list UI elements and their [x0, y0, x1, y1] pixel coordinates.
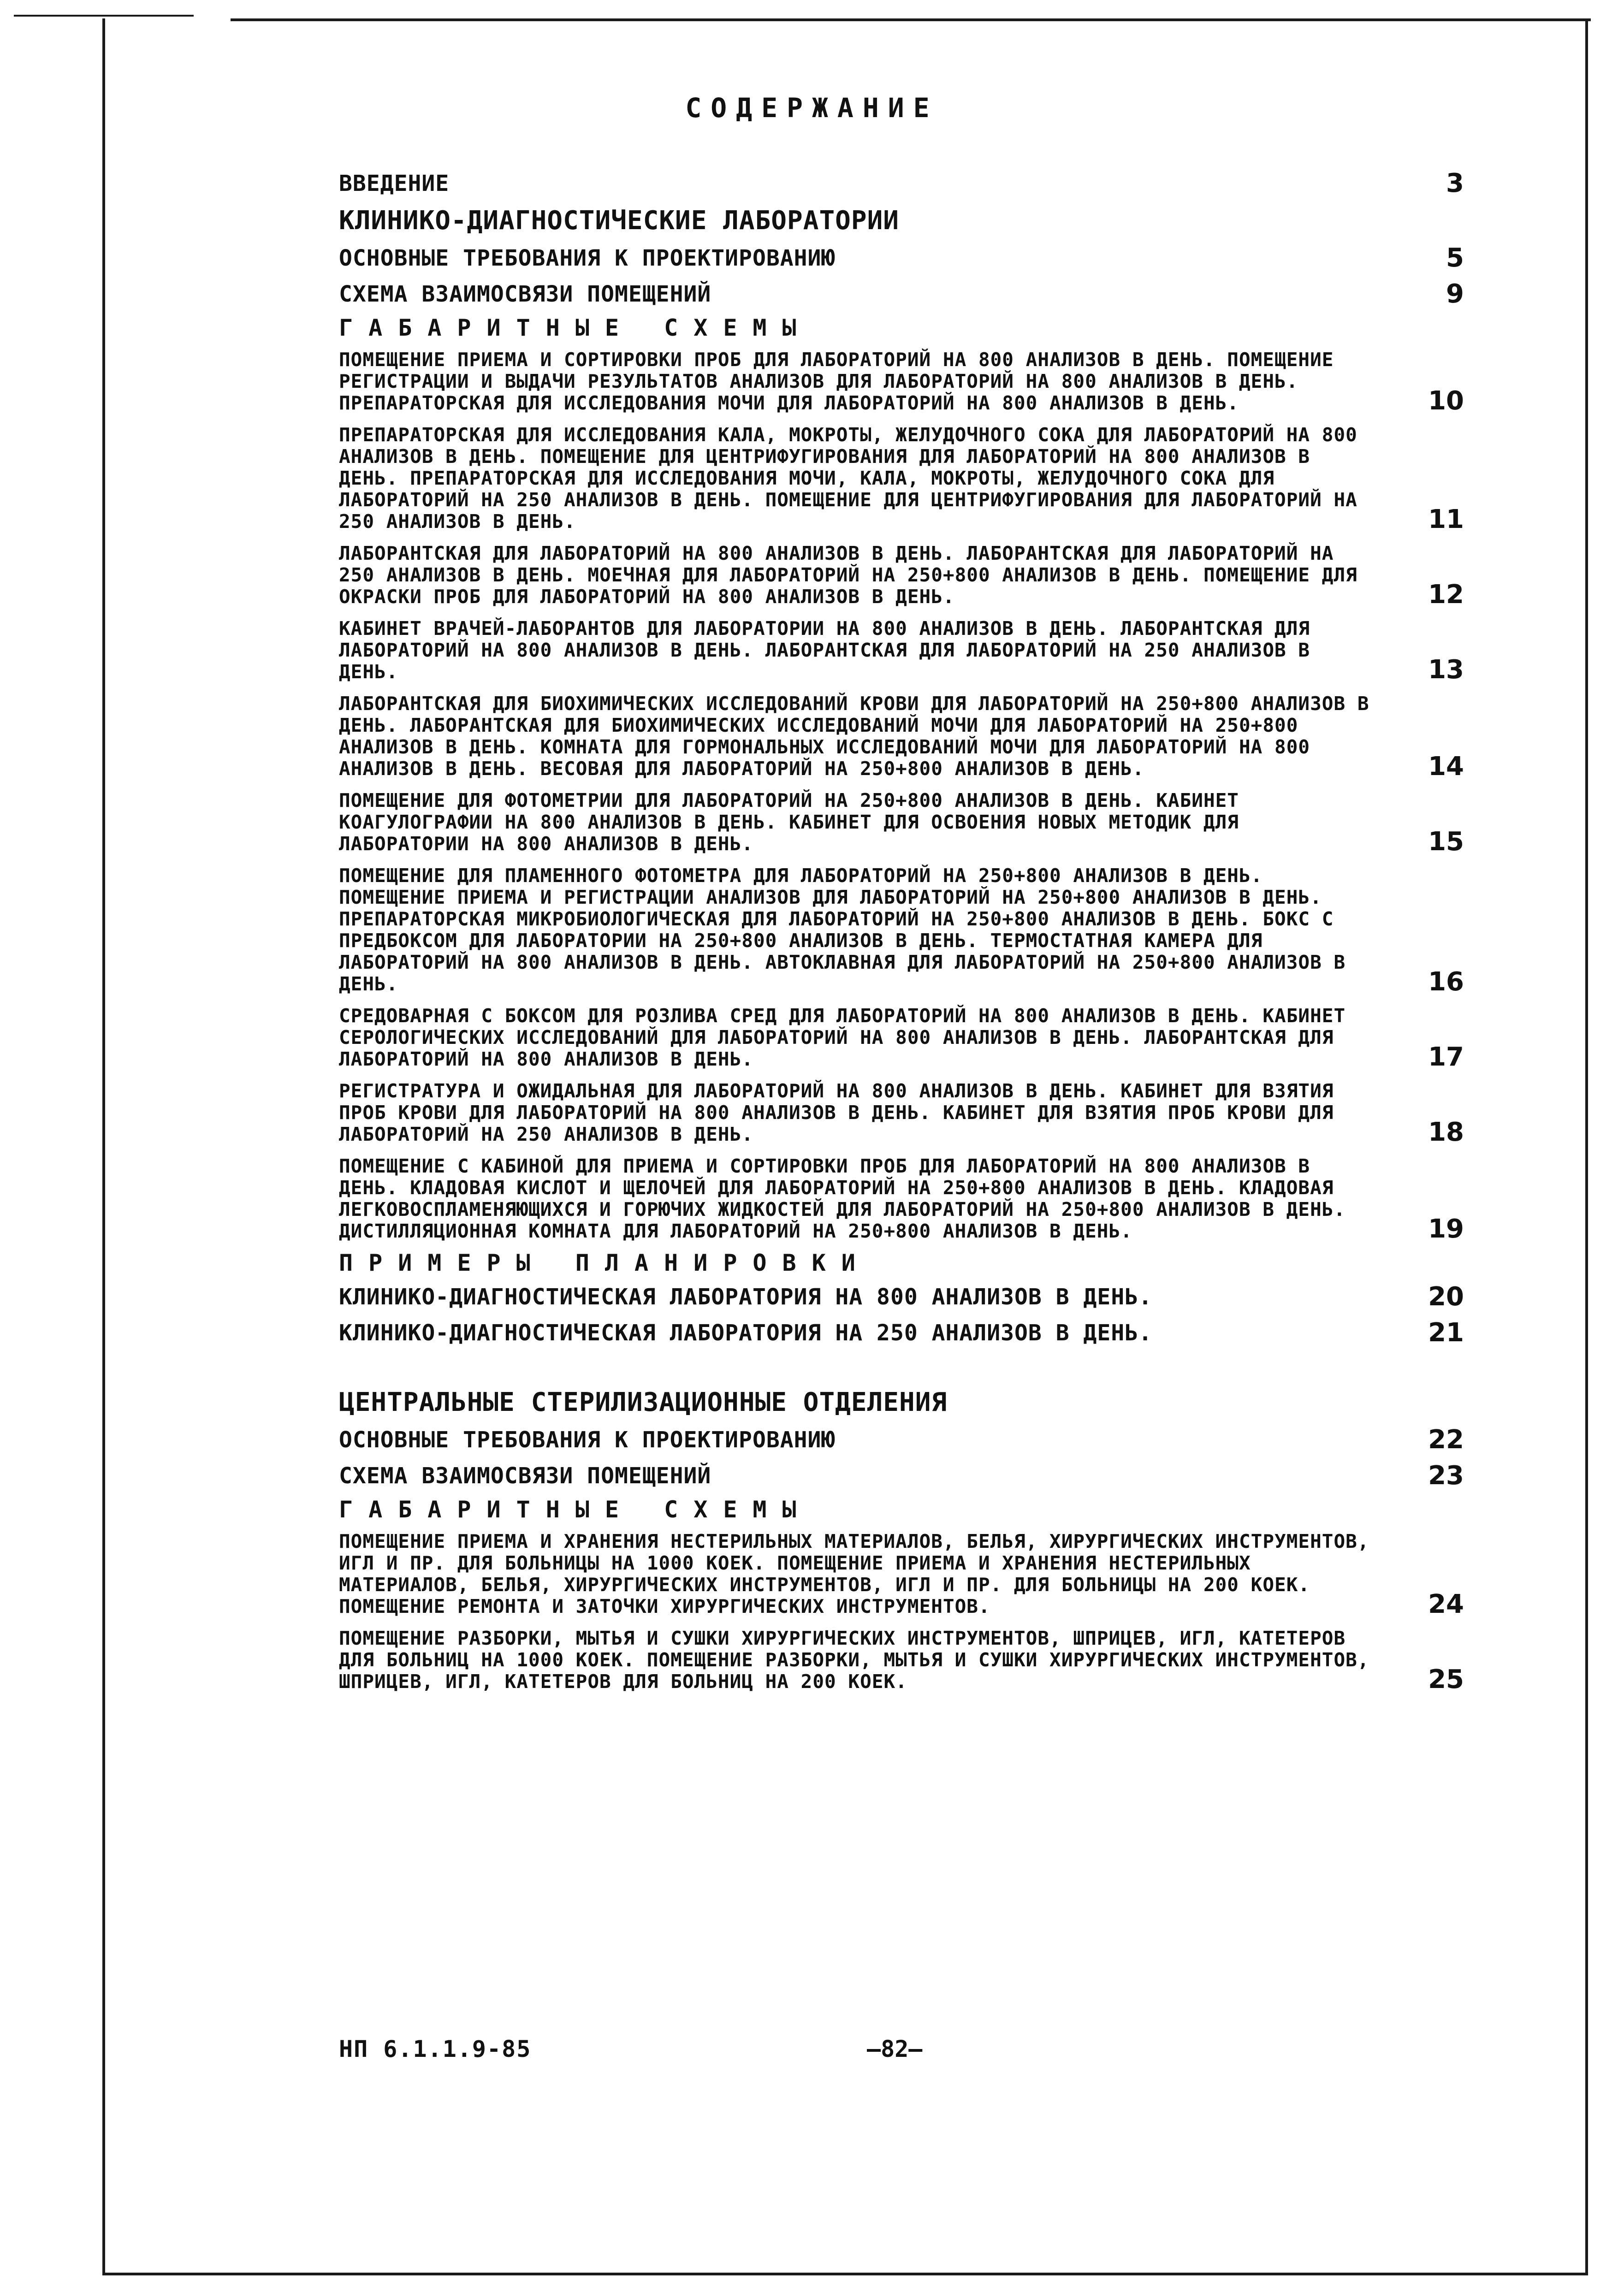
toc-page-number: 12	[1428, 580, 1464, 610]
toc-page-number: 16	[1428, 967, 1464, 997]
toc-entry-lab-item	[339, 865, 1464, 997]
toc-entry-text: СХЕМА ВЗАИМОСВЯЗИ ПОМЕЩЕНИЙ	[339, 281, 711, 307]
subheading-text: ГАБАРИТНЫЕ СХЕМЫ	[339, 1496, 812, 1523]
section-gap	[339, 1356, 1436, 1388]
toc-entry-steril-item	[339, 1627, 1464, 1694]
toc-page-number: 11	[1428, 504, 1464, 534]
toc-entry-lab-item	[339, 542, 1464, 610]
toc-entry-text: ПОМЕЩЕНИЕ С КАБИНОЙ ДЛЯ ПРИЕМА И СОРТИРОВКИ ПРОБ ДЛЯ ЛАБОРАТОРИЙ НА 800 АНАЛИЗОВ В ДЕНЬ. КЛАДОВАЯ КИСЛОТ И ЩЕЛОЧЕЙ ДЛЯ ЛАБОРАТОРИЙ НА 250+800 АНАЛИЗОВ В ДЕНЬ. КЛАДОВАЯ ЛЕГКОВОСПЛАМЕНЯЮЩИХСЯ И ГОРЮЧИХ ЖИДКОСТЕЙ ДЛЯ ЛАБОРАТОРИЙ НА 250+800 АНАЛИЗОВ В ДЕНЬ. ДИСТИЛЛЯЦИОННАЯ КОМНАТА ДЛЯ ЛАБОРАТОРИЙ НА 250+800 АНАЛИЗОВ В ДЕНЬ.	[339, 1155, 1346, 1242]
toc-page-number: 14	[1428, 752, 1464, 782]
toc-page-number: 25	[1428, 1664, 1464, 1694]
toc-entry-steril-scheme	[339, 1461, 1464, 1491]
toc-entry-lab-item	[339, 1080, 1464, 1147]
toc-page-number: 23	[1428, 1461, 1464, 1491]
toc-page-number: 18	[1428, 1117, 1464, 1147]
toc-entry-text: ПРЕПАРАТОРСКАЯ ДЛЯ ИССЛЕДОВАНИЯ КАЛА, МОКРОТЫ, ЖЕЛУДОЧНОГО СОКА ДЛЯ ЛАБОРАТОРИЙ НА 800 АНАЛИЗОВ В ДЕНЬ. ПОМЕЩЕНИЕ ДЛЯ ЦЕНТРИФУГИРОВАНИЯ ДЛЯ ЛАБОРАТОРИЙ НА 800 АНАЛИЗОВ В ДЕНЬ. ПРЕПАРАТОРСКАЯ ДЛЯ ИССЛЕДОВАНИЯ МОЧИ, КАЛА, МОКРОТЫ, ЖЕЛУДОЧНОГО СОКА ДЛЯ ЛАБОРАТОРИЙ НА 250 АНАЛИЗОВ В ДЕНЬ. ПОМЕЩЕНИЕ ДЛЯ ЦЕНТРИФУГИРОВАНИЯ ДЛЯ ЛАБОРАТОРИЙ НА 250 АНАЛИЗОВ В ДЕНЬ.	[339, 424, 1357, 533]
toc-entry-lab-item	[339, 424, 1464, 534]
toc-page-number: 15	[1428, 827, 1464, 857]
toc-entry-lab-scheme	[339, 279, 1464, 309]
subheading-lab-examples	[339, 1252, 1436, 1274]
toc-page-number: 3	[1446, 168, 1464, 198]
toc-entry-steril-requirements	[339, 1425, 1464, 1455]
toc-entry-text: КЛИНИКО-ДИАГНОСТИЧЕСКАЯ ЛАБОРАТОРИЯ НА 800 АНАЛИЗОВ В ДЕНЬ.	[339, 1284, 1153, 1310]
toc-entry-lab-example	[339, 1282, 1464, 1312]
toc-page-number: 13	[1428, 655, 1464, 685]
toc-page-number: 19	[1428, 1214, 1464, 1244]
toc-entry-text: ПОМЕЩЕНИЕ ПРИЕМА И СОРТИРОВКИ ПРОБ ДЛЯ ЛАБОРАТОРИЙ НА 800 АНАЛИЗОВ В ДЕНЬ. ПОМЕЩЕНИЕ РЕГИСТРАЦИИ И ВЫДАЧИ РЕЗУЛЬТАТОВ АНАЛИЗОВ ДЛЯ ЛАБОРАТОРИЙ НА 800 АНАЛИЗОВ В ДЕНЬ. ПРЕПАРАТОРСКАЯ ДЛЯ ИССЛЕДОВАНИЯ МОЧИ ДЛЯ ЛАБОРАТОРИЙ НА 800 АНАЛИЗОВ В ДЕНЬ.	[339, 349, 1334, 414]
toc-entry-lab-item	[339, 617, 1464, 685]
toc-entry-steril-item	[339, 1530, 1464, 1619]
subheading-lab-dimensions	[339, 314, 1436, 341]
toc-page-number: 5	[1446, 243, 1464, 273]
toc-entry-lab-requirements	[339, 243, 1464, 273]
subheading-text: ГАБАРИТНЫЕ СХЕМЫ	[339, 314, 812, 341]
toc-entry-text: ВВЕДЕНИЕ	[339, 171, 450, 196]
toc-entry-text: ОСНОВНЫЕ ТРЕБОВАНИЯ К ПРОЕКТИРОВАНИЮ	[339, 245, 836, 271]
toc-entry-text: ПОМЕЩЕНИЕ РАЗБОРКИ, МЫТЬЯ И СУШКИ ХИРУРГИЧЕСКИХ ИНСТРУМЕНТОВ, ШПРИЦЕВ, ИГЛ, КАТЕТЕРОВ ДЛЯ БОЛЬНИЦ НА 1000 КОЕК. ПОМЕЩЕНИЕ РАЗБОРКИ, МЫТЬЯ И СУШКИ ХИРУРГИЧЕСКИХ ИНСТРУМЕНТОВ, ШПРИЦЕВ, ИГЛ, КАТЕТЕРОВ ДЛЯ БОЛЬНИЦ НА 200 КОЕК.	[339, 1627, 1369, 1693]
toc-entry-text: ПОМЕЩЕНИЕ ДЛЯ ПЛАМЕННОГО ФОТОМЕТРА ДЛЯ ЛАБОРАТОРИЙ НА 250+800 АНАЛИЗОВ В ДЕНЬ. ПОМЕЩЕНИЕ ПРИЕМА И РЕГИСТРАЦИИ АНАЛИЗОВ ДЛЯ ЛАБОРАТОРИЙ НА 250+800 АНАЛИЗОВ В ДЕНЬ. ПРЕПАРАТОРСКАЯ МИКРОБИОЛОГИЧЕСКАЯ ДЛЯ ЛАБОРАТОРИЙ НА 250+800 АНАЛИЗОВ В ДЕНЬ. БОКС С ПРЕДБОКСОМ ДЛЯ ЛАБОРАТОРИИ НА 250+800 АНАЛИЗОВ В ДЕНЬ. ТЕРМОСТАТНАЯ КАМЕРА ДЛЯ ЛАБОРАТОРИЙ НА 800 АНАЛИЗОВ В ДЕНЬ. АВТОКЛАВНАЯ ДЛЯ ЛАБОРАТОРИЙ НА 250+800 АНАЛИЗОВ В ДЕНЬ.	[339, 865, 1346, 995]
document-code: НП 6.1.1.9-85	[339, 2036, 532, 2062]
toc-entry-text: РЕГИСТРАТУРА И ОЖИДАЛЬНАЯ ДЛЯ ЛАБОРАТОРИЙ НА 800 АНАЛИЗОВ В ДЕНЬ. КАБИНЕТ ДЛЯ ВЗЯТИЯ ПРОБ КРОВИ ДЛЯ ЛАБОРАТОРИЙ НА 800 АНАЛИЗОВ В ДЕНЬ. КАБИНЕТ ДЛЯ ВЗЯТИЯ ПРОБ КРОВИ ДЛЯ ЛАБОРАТОРИЙ НА 250 АНАЛИЗОВ В ДЕНЬ.	[339, 1080, 1334, 1145]
toc-entry-text: ЛАБОРАНТСКАЯ ДЛЯ ЛАБОРАТОРИЙ НА 800 АНАЛИЗОВ В ДЕНЬ. ЛАБОРАНТСКАЯ ДЛЯ ЛАБОРАТОРИЙ НА 250 АНАЛИЗОВ В ДЕНЬ. МОЕЧНАЯ ДЛЯ ЛАБОРАТОРИЙ НА 250+800 АНАЛИЗОВ В ДЕНЬ. ПОМЕЩЕНИЕ ДЛЯ ОКРАСКИ ПРОБ ДЛЯ ЛАБОРАТОРИЙ НА 800 АНАЛИЗОВ В ДЕНЬ.	[339, 542, 1357, 608]
subheading-steril-dimensions	[339, 1496, 1436, 1523]
toc-page-number: 22	[1428, 1425, 1464, 1455]
toc-entry-lab-example	[339, 1318, 1464, 1348]
page-title: СОДЕРЖАНИЕ	[685, 92, 939, 124]
toc-entry-text: СХЕМА ВЗАИМОСВЯЗИ ПОМЕЩЕНИЙ	[339, 1463, 711, 1489]
toc-entry-intro	[339, 168, 1464, 198]
toc-entry-text: ПОМЕЩЕНИЕ ДЛЯ ФОТОМЕТРИИ ДЛЯ ЛАБОРАТОРИЙ НА 250+800 АНАЛИЗОВ В ДЕНЬ. КАБИНЕТ КОАГУЛОГРАФИИ НА 800 АНАЛИЗОВ В ДЕНЬ. КАБИНЕТ ДЛЯ ОСВОЕНИЯ НОВЫХ МЕТОДИК ДЛЯ ЛАБОРАТОРИИ НА 800 АНАЛИЗОВ В ДЕНЬ.	[339, 789, 1239, 855]
toc-page-number: 10	[1428, 386, 1464, 416]
toc-entry-lab-item	[339, 1155, 1464, 1244]
toc-page-number: 9	[1446, 279, 1464, 309]
toc-entry-lab-item	[339, 1005, 1464, 1072]
toc-page-number: 24	[1428, 1589, 1464, 1619]
toc-page-number: 17	[1428, 1042, 1464, 1072]
toc-page-number: 20	[1428, 1282, 1464, 1312]
toc-entry-lab-item	[339, 693, 1464, 782]
section-heading-steril	[339, 1388, 1436, 1417]
top-left-stub-line	[14, 15, 194, 17]
toc-entry-text: ОСНОВНЫЕ ТРЕБОВАНИЯ К ПРОЕКТИРОВАНИЮ	[339, 1427, 836, 1453]
toc-entry-lab-item	[339, 789, 1464, 857]
section-heading-text: ЦЕНТРАЛЬНЫЕ СТЕРИЛИЗАЦИОННЫЕ ОТДЕЛЕНИЯ	[339, 1387, 948, 1417]
toc-entry-text: КЛИНИКО-ДИАГНОСТИЧЕСКАЯ ЛАБОРАТОРИЯ НА 250 АНАЛИЗОВ В ДЕНЬ.	[339, 1320, 1153, 1346]
toc-entry-text: ЛАБОРАНТСКАЯ ДЛЯ БИОХИМИЧЕСКИХ ИССЛЕДОВАНИЙ КРОВИ ДЛЯ ЛАБОРАТОРИЙ НА 250+800 АНАЛИЗОВ В ДЕНЬ. ЛАБОРАНТСКАЯ ДЛЯ БИОХИМИЧЕСКИХ ИССЛЕДОВАНИЙ МОЧИ ДЛЯ ЛАБОРАТОРИЙ НА 250+800 АНАЛИЗОВ В ДЕНЬ. КОМНАТА ДЛЯ ГОРМОНАЛЬНЫХ ИССЛЕДОВАНИЙ МОЧИ ДЛЯ ЛАБОРАТОРИЙ НА 800 АНАЛИЗОВ В ДЕНЬ. ВЕСОВАЯ ДЛЯ ЛАБОРАТОРИЙ НА 250+800 АНАЛИЗОВ В ДЕНЬ.	[339, 693, 1369, 780]
subheading-text: ПРИМЕРЫ ПЛАНИРОВКИ	[339, 1250, 871, 1276]
toc-entry-text: СРЕДОВАРНАЯ С БОКСОМ ДЛЯ РОЗЛИВА СРЕД ДЛЯ ЛАБОРАТОРИЙ НА 800 АНАЛИЗОВ В ДЕНЬ. КАБИНЕТ СЕРОЛОГИЧЕСКИХ ИССЛЕДОВАНИЙ ДЛЯ ЛАБОРАТОРИЙ НА 800 АНАЛИЗОВ В ДЕНЬ. ЛАБОРАНТСКАЯ ДЛЯ ЛАБОРАТОРИЙ НА 800 АНАЛИЗОВ В ДЕНЬ.	[339, 1005, 1346, 1070]
page-number-footer: —82—	[867, 2036, 923, 2062]
toc-entry-lab-item	[339, 349, 1464, 416]
table-of-contents	[339, 168, 1464, 1703]
toc-entry-text: КАБИНЕТ ВРАЧЕЙ-ЛАБОРАНТОВ ДЛЯ ЛАБОРАТОРИИ НА 800 АНАЛИЗОВ В ДЕНЬ. ЛАБОРАНТСКАЯ ДЛЯ ЛАБОРАТОРИЙ НА 800 АНАЛИЗОВ В ДЕНЬ. ЛАБОРАНТСКАЯ ДЛЯ ЛАБОРАТОРИЙ НА 250 АНАЛИЗОВ В ДЕНЬ.	[339, 617, 1310, 683]
section-heading-lab	[339, 207, 1436, 235]
section-heading-text: КЛИНИКО-ДИАГНОСТИЧЕСКИЕ ЛАБОРАТОРИИ	[339, 206, 900, 236]
toc-entry-text: ПОМЕЩЕНИЕ ПРИЕМА И ХРАНЕНИЯ НЕСТЕРИЛЬНЫХ МАТЕРИАЛОВ, БЕЛЬЯ, ХИРУРГИЧЕСКИХ ИНСТРУМЕНТОВ, ИГЛ И ПР. ДЛЯ БОЛЬНИЦЫ НА 1000 КОЕК. ПОМЕЩЕНИЕ ПРИЕМА И ХРАНЕНИЯ НЕСТЕРИЛЬНЫХ МАТЕРИАЛОВ, БЕЛЬЯ, ХИРУРГИЧЕСКИХ ИНСТРУМЕНТОВ, ИГЛ И ПР. ДЛЯ БОЛЬНИЦЫ НА 200 КОЕК. ПОМЕЩЕНИЕ РЕМОНТА И ЗАТОЧКИ ХИРУРГИЧЕСКИХ ИНСТРУМЕНТОВ.	[339, 1530, 1369, 1617]
toc-page-number: 21	[1428, 1318, 1464, 1348]
